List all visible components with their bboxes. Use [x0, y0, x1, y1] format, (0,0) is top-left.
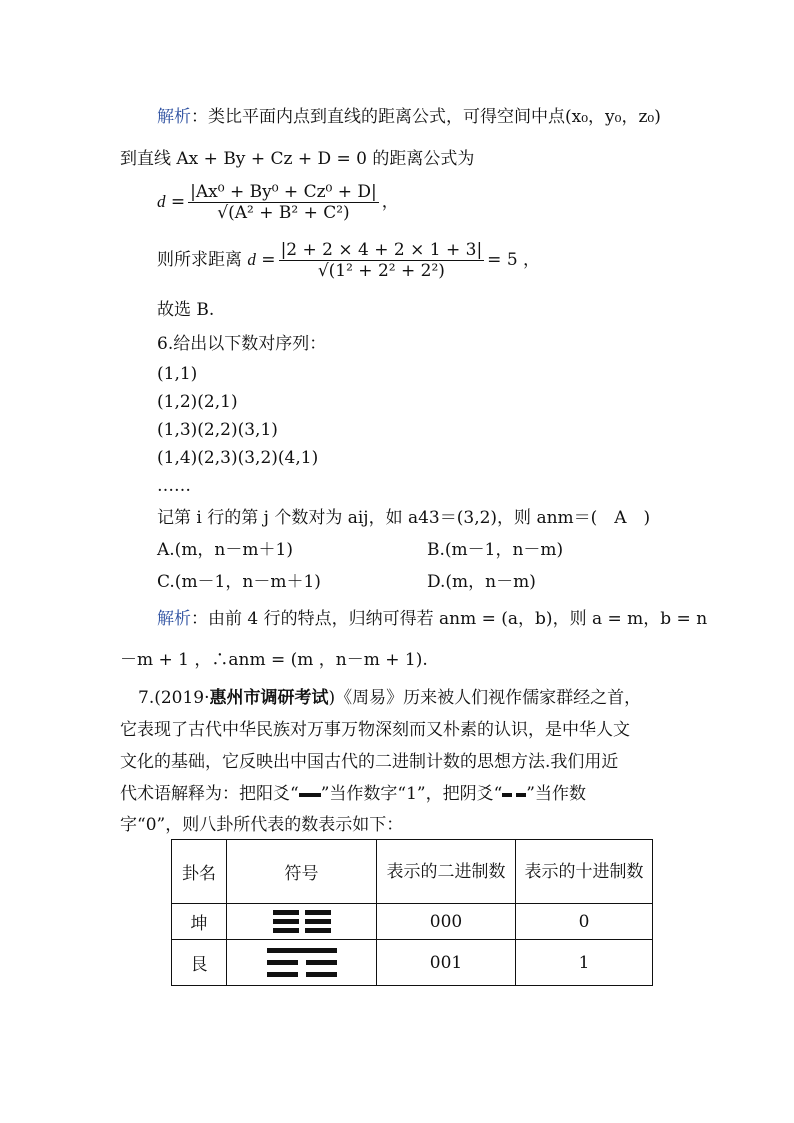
decimal-value: 1 [516, 940, 653, 986]
question-6-ask: 记第 i 行的第 j 个数对为 aij，如 a43＝(3,2)，则 anm＝( A ) [157, 508, 651, 528]
distance-formula: d = $\frac{\text{|Ax⁰ + By⁰ + Cz⁰ + D|}}{\text{√(A² + B² + C²)}}$ ， [157, 182, 399, 223]
solution-1-line-2: 到直线 Ax + By + Cz + D = 0 的距离公式为 [120, 149, 475, 169]
decimal-value: 0 [516, 904, 653, 940]
header-binary: 表示的二进制数 [377, 840, 516, 904]
yang-line-icon [299, 793, 321, 797]
solution-label: 解析 [157, 107, 191, 127]
binary-value: 000 [377, 904, 516, 940]
question-7-line-1: 7.(2019·惠州市调研考试)《周易》历来被人们视作儒家群经之首， [138, 688, 642, 708]
binary-value: 001 [377, 940, 516, 986]
solution-text: ：由前 4 行的特点，归纳可得若 anm = (a，b)，则 a = m，b = n [191, 609, 708, 629]
sequence-row: (1,3)(2,2)(3,1) [157, 420, 278, 440]
kun-trigram-icon [273, 910, 331, 934]
table-header-row [172, 840, 653, 904]
option-c: C.(m－1，n－m＋1) [157, 572, 321, 592]
solution-text: ：类比平面内点到直线的距离公式，可得空间中点(x₀，y₀，z₀) [191, 107, 661, 127]
gen-trigram-icon [267, 948, 337, 978]
sequence-row: (1,1) [157, 364, 198, 384]
trigram-symbol-cell [227, 940, 377, 986]
question-7-line-5: 字“0”，则八卦所代表的数表示如下： [120, 815, 404, 835]
solution-label: 解析 [157, 609, 191, 629]
sequence-row: (1,4)(2,3)(3,2)(4,1) [157, 448, 319, 468]
sequence-row: …… [157, 476, 191, 496]
option-b: B.(m－1，n－m) [427, 540, 564, 560]
bagua-table [171, 839, 653, 986]
solution-1-conclusion: 故选 B. [157, 300, 215, 320]
question-7-line-3: 文化的基础，它反映出中国古代的二进制计数的思想方法.我们用近 [120, 752, 619, 772]
trigram-name: 坤 [172, 904, 227, 940]
source-name: 惠州市调研考试 [209, 688, 329, 708]
header-decimal: 表示的十进制数 [516, 840, 653, 904]
solution-2-line-2: －m + 1 ，∴anm = (m ，n－m + 1). [120, 650, 428, 670]
yin-line-icon [502, 793, 526, 797]
question-6-stem: 6.给出以下数对序列： [157, 334, 327, 354]
table-row [172, 904, 653, 940]
calc-fraction: $\frac{|2 + 2 \times 4 + 2 \times 1 + 3|}{\text{√(1² + 2² + 2²)}}$ [280, 240, 483, 281]
question-7-line-2: 它表现了古代中华民族对万事万物深刻而又朴素的认识，是中华人文 [120, 720, 630, 740]
trigram-name: 艮 [172, 940, 227, 986]
sequence-row: (1,2)(2,1) [157, 392, 238, 412]
header-symbol: 符号 [227, 840, 377, 904]
solution-2-line-1 [157, 609, 707, 629]
trigram-symbol-cell [227, 904, 377, 940]
option-d: D.(m，n－m) [427, 572, 536, 592]
question-7-line-4: 代术语解释为：把阳爻“ ”当作数字“1”，把阴爻“ ”当作数 [120, 784, 586, 804]
solution-1-line-1 [157, 107, 661, 127]
header-name: 卦名 [172, 840, 227, 904]
distance-calculation: 则所求距离 d = $\frac{|2 + 2 \times 4 + 2 \times 1 + 3|}{\text{√(1² + 2² + 2²)}}$ = 5 ， [157, 240, 541, 281]
table-row [172, 940, 653, 986]
formula-fraction: $\frac{\text{|Ax⁰ + By⁰ + Cz⁰ + D|}}{\text{√(A² + B² + C²)}}$ [190, 182, 377, 223]
option-a: A.(m，n－m＋1) [157, 540, 293, 560]
